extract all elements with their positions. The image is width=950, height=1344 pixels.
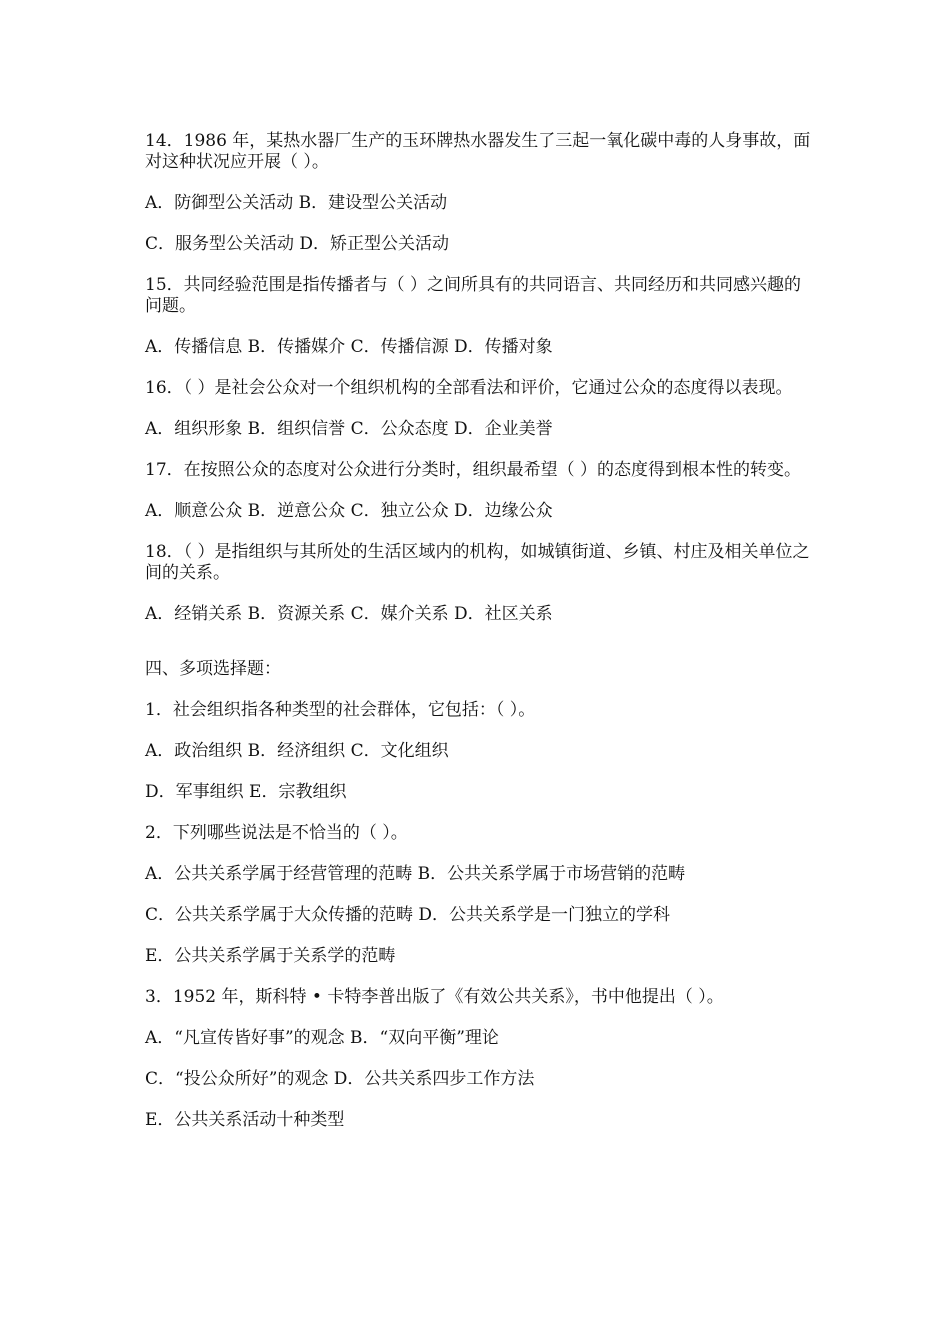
question-15-options: A．传播信息 B．传播媒介 C．传播信源 D．传播对象 — [145, 337, 553, 357]
question-14-options-1: A．防御型公关活动 B．建设型公关活动 — [145, 193, 448, 213]
document-page — [145, 131, 815, 1151]
section-spacer — [145, 645, 815, 659]
section-heading-multiple-choice: 四、多项选择题： — [145, 659, 281, 679]
mc-question-3-options-2: C．“投公众所好”的观念 D．公共关系四步工作方法 — [145, 1069, 535, 1089]
question-15-stem: 15．共同经验范围是指传播者与（ ）之间所具有的共同语言、共同经历和共同感兴趣的问题。 — [145, 275, 802, 316]
question-18-stem: 18．（ ）是指组织与其所处的生活区域内的机构，如城镇街道、乡镇、村庄及相关单位之间的关系。 — [145, 542, 810, 583]
mc-question-3-stem: 3．1952 年，斯科特 • 卡特李普出版了《有效公共关系》，书中他提出（ ）。 — [145, 987, 724, 1007]
question-16-stem: 16．（ ）是社会公众对一个组织机构的全部看法和评价，它通过公众的态度得以表现。 — [145, 378, 793, 398]
mc-question-3-options-1: A．“凡宣传皆好事”的观念 B．“双向平衡”理论 — [145, 1028, 499, 1048]
mc-question-1-stem: 1．社会组织指各种类型的社会群体，它包括：（ ）。 — [145, 700, 536, 720]
question-17-stem: 17．在按照公众的态度对公众进行分类时，组织最希望（ ）的态度得到根本性的转变。 — [145, 460, 802, 480]
mc-question-3-options-3: E．公共关系活动十种类型 — [145, 1110, 345, 1130]
mc-question-2-stem: 2．下列哪些说法是不恰当的（ ）。 — [145, 823, 408, 843]
question-17-options: A．顺意公众 B．逆意公众 C．独立公众 D．边缘公众 — [145, 501, 553, 521]
mc-question-2-options-3: E．公共关系学属于关系学的范畴 — [145, 946, 396, 966]
mc-question-2-options-1: A．公共关系学属于经营管理的范畴 B．公共关系学属于市场营销的范畴 — [145, 864, 686, 884]
question-18-options: A．经销关系 B．资源关系 C．媒介关系 D．社区关系 — [145, 604, 553, 624]
question-14-options-2: C．服务型公关活动 D．矫正型公关活动 — [145, 234, 450, 254]
mc-question-1-options-2: D．军事组织 E．宗教组织 — [145, 782, 347, 802]
question-16-options: A．组织形象 B．组织信誉 C．公众态度 D．企业美誉 — [145, 419, 553, 439]
question-14-stem: 14．1986 年，某热水器厂生产的玉环牌热水器发生了三起一氧化碳中毒的人身事故，面对这种状况应开展（ ）。 — [145, 131, 811, 172]
mc-question-2-options-2: C．公共关系学属于大众传播的范畴 D．公共关系学是一门独立的学科 — [145, 905, 671, 925]
mc-question-1-options-1: A．政治组织 B．经济组织 C．文化组织 — [145, 741, 449, 761]
